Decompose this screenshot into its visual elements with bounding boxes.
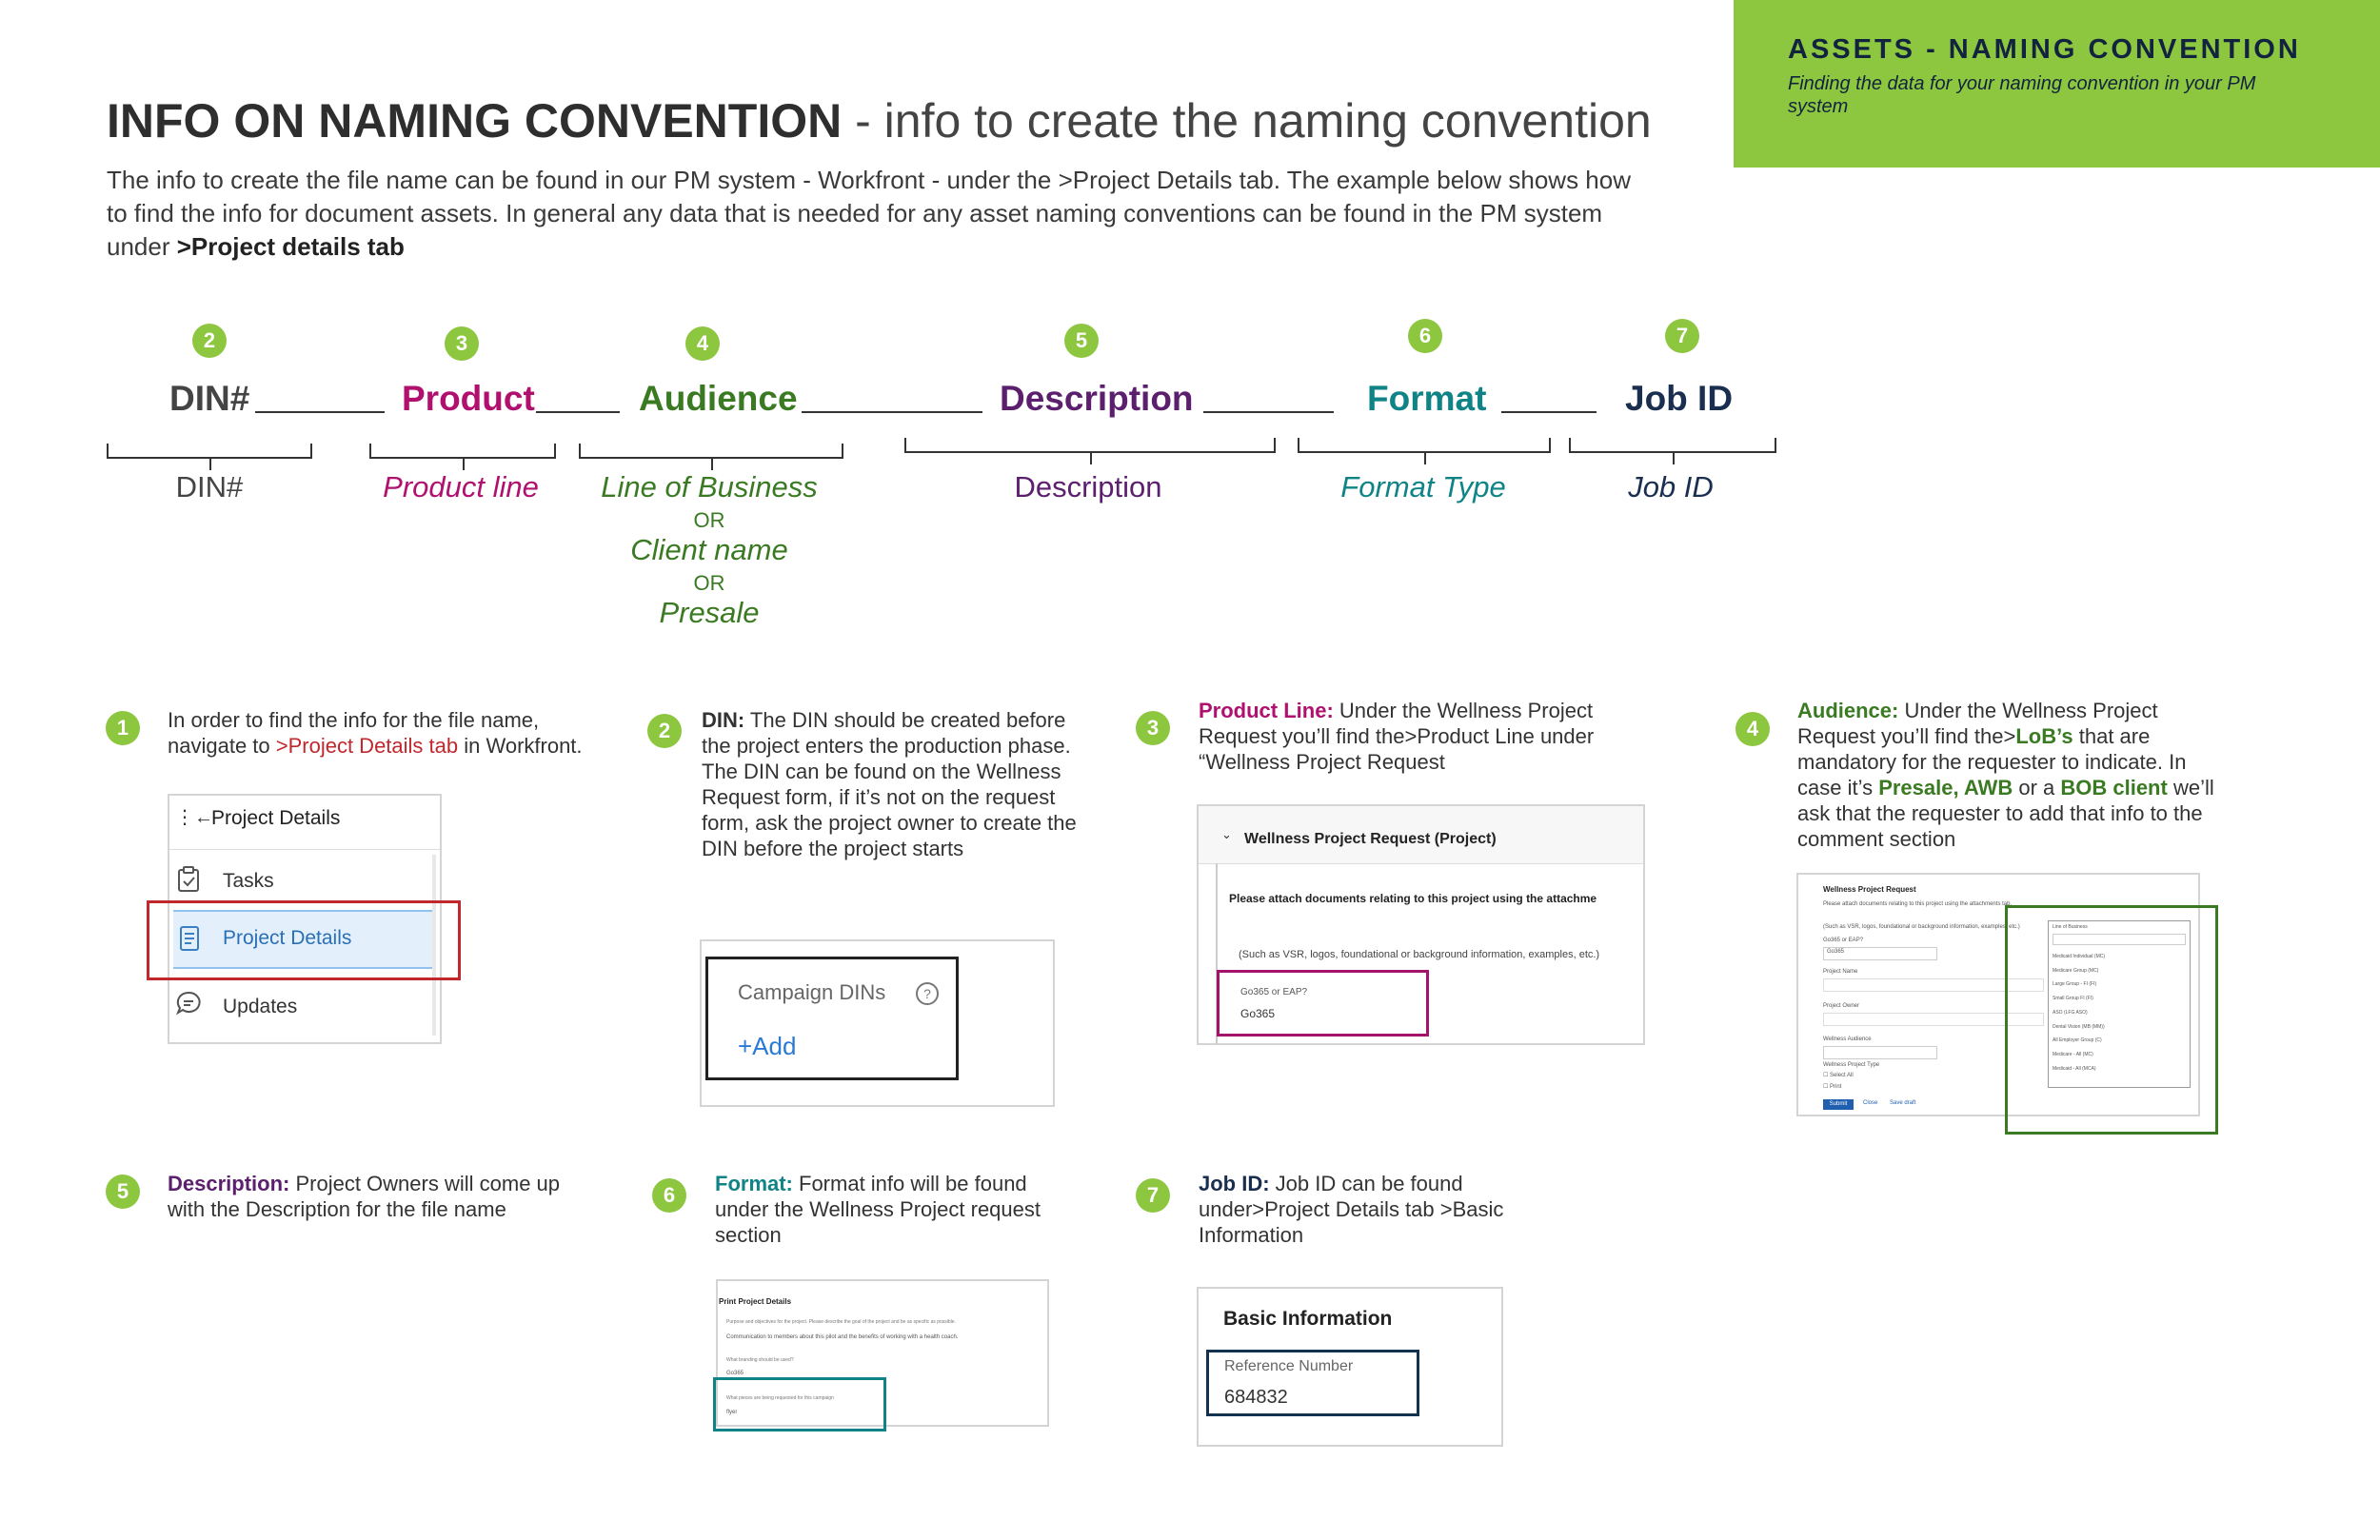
menu-item-updates[interactable]: Updates: [223, 996, 298, 1017]
dropdown-option[interactable]: Medicaid Individual (MC): [2053, 954, 2106, 959]
field-label: Wellness Project Type: [1823, 1062, 1880, 1068]
checkbox-label: Print: [1830, 1084, 1842, 1090]
bracket-jobid: [1569, 438, 1776, 453]
step-4-bold: Audience:: [1797, 699, 1899, 722]
step-1-post: in Workfront.: [458, 734, 583, 758]
tasks-icon: [177, 866, 200, 898]
card-line: flyer: [726, 1410, 738, 1415]
step-4-t2: that are mandatory for the requester to indicate. In case it’s: [1797, 724, 2187, 800]
go365-value: Go365: [1827, 949, 1845, 955]
naming-description: Description: [1000, 379, 1194, 418]
step-number-5: 5: [106, 1175, 140, 1209]
sub-description: Description: [1014, 470, 1162, 503]
field-label: Go365 or EAP?: [1823, 938, 1864, 943]
card-title: Print Project Details: [719, 1297, 792, 1306]
step-number-5: 5: [1064, 324, 1099, 358]
step-number-7: 7: [1665, 319, 1699, 353]
menu-item-tasks[interactable]: Tasks: [223, 870, 274, 892]
checkbox-select-all[interactable]: ☐ Select All: [1823, 1073, 1854, 1078]
reference-number-value: 684832: [1224, 1387, 1288, 1408]
save-draft-button[interactable]: Save draft: [1890, 1100, 1916, 1106]
dropdown-option[interactable]: All Employer Group (C): [2053, 1037, 2102, 1044]
field-label: Wellness Audience: [1823, 1037, 1872, 1042]
step-3-body: Under the Wellness Project Request you’ll find the>Product Line under “Wellness Project Request: [1199, 699, 1595, 774]
section-tag: [1734, 0, 2380, 168]
dropdown-option[interactable]: Medicare Group (MC): [2053, 967, 2099, 974]
form-title: Wellness Project Request: [1823, 885, 1916, 894]
bracket-description: [904, 438, 1276, 453]
separator-line: [802, 411, 982, 413]
field-label: Project Owner: [1823, 1003, 1860, 1009]
card-line: What pieces are being requested for this campaign: [726, 1395, 834, 1401]
step-6-body: Format info will be found under the Wellness Project request section: [715, 1172, 1041, 1247]
sub-client-name: Client name: [630, 533, 788, 566]
collapse-menu-icon[interactable]: ⋮←: [175, 807, 213, 828]
card-line: What branding should be used?: [726, 1357, 794, 1363]
naming-jobid: Job ID: [1625, 379, 1734, 418]
step-5-text: [168, 1171, 567, 1222]
intro-text: The info to create the file name can be found in our PM system - Workfront - under the >Project Details tab. The example below shows how to find the info for document assets. In general any data that is needed for any asset naming conventions can be found in the PM system under: [107, 166, 1632, 261]
bracket-din: [107, 444, 312, 459]
bracket-format: [1298, 438, 1551, 453]
naming-format: Format: [1367, 379, 1487, 418]
card-line: Purpose and objectives for the project. Please describe the goal of the project and be as specific as possible.: [726, 1319, 956, 1325]
step-6-text: [715, 1171, 1077, 1248]
step-2-text: [702, 707, 1082, 861]
separator-line: [1501, 411, 1597, 413]
sub-presale: Presale: [659, 596, 760, 629]
step-number-7: 7: [1136, 1178, 1170, 1213]
naming-audience: Audience: [639, 379, 798, 418]
campaign-dins-card: [700, 939, 1055, 1107]
step-4-t1: Under the Wellness Project Request you’ll find the>: [1797, 699, 2158, 748]
submit-button[interactable]: Submit: [1823, 1099, 1854, 1110]
step-3-text: [1199, 698, 1598, 775]
sub-format-type: Format Type: [1340, 470, 1506, 503]
intro-paragraph: [107, 164, 1649, 264]
step-4-bob: BOB client: [2060, 776, 2168, 800]
separator-line: [1203, 411, 1334, 413]
dropdown-option[interactable]: ASO (LFG ASO): [2053, 1009, 2088, 1016]
step-7-bold: Job ID:: [1199, 1172, 1270, 1195]
step-number-4: 4: [685, 326, 720, 361]
step-5-bold: Description:: [168, 1172, 290, 1195]
dropdown-option[interactable]: Dental Vision (MB (MM)): [2053, 1023, 2105, 1030]
menu-header: Project Details: [211, 807, 341, 829]
step-number-6: 6: [652, 1178, 686, 1213]
highlight-box-format: [713, 1377, 886, 1431]
step-5-body: Project Owners will come up with the Description for the file name: [168, 1172, 561, 1221]
chat-bubble-icon: [175, 990, 202, 1021]
dropdown-option[interactable]: Medicare - All (MC): [2053, 1051, 2093, 1057]
intro-bold: >Project details tab: [176, 232, 405, 261]
sub-product-line: Product line: [383, 470, 539, 503]
highlight-box-product: [1217, 970, 1429, 1037]
step-4-lob: LoB’s: [2015, 724, 2073, 748]
form-examples: (Such as VSR, logos, foundational or background information, examples, etc.): [1823, 924, 2020, 930]
sub-job-id: Job ID: [1628, 470, 1714, 503]
highlight-box-jobid: [1206, 1350, 1419, 1416]
campaign-dins-field: [705, 957, 959, 1080]
step-4-t3: or a: [2013, 776, 2061, 800]
step-4-text: [1797, 698, 2216, 852]
field-label: Project Name: [1823, 969, 1858, 975]
step-number-4: 4: [1735, 712, 1770, 746]
bracket-audience: [579, 444, 843, 459]
reference-number-label: Reference Number: [1224, 1358, 1354, 1374]
chevron-down-icon[interactable]: ⌄: [1221, 827, 1232, 841]
step-7-body: Job ID can be found under>Project Details tab >Basic Information: [1199, 1172, 1504, 1247]
step-number-3: 3: [1136, 711, 1170, 745]
card-title: Basic Information: [1223, 1308, 1393, 1330]
or-label: OR: [693, 508, 725, 532]
naming-product: Product: [402, 379, 535, 418]
bracket-product: [369, 444, 556, 459]
step-6-bold: Format:: [715, 1172, 793, 1195]
step-number-2: 2: [192, 324, 227, 358]
dropdown-option[interactable]: Medicaid - All (MCA): [2053, 1065, 2096, 1072]
highlight-box-audience: [2005, 905, 2218, 1135]
page-title-light: - info to create the naming convention: [842, 94, 1652, 148]
naming-din: DIN#: [169, 379, 250, 418]
dropdown-option[interactable]: Large Group - FI (FI): [2053, 981, 2097, 988]
sub-din: DIN#: [175, 470, 244, 503]
card-line: Go365: [726, 1371, 744, 1376]
step-2-body: The DIN should be created before the project enters the production phase. The DIN can be found on the Wellness Request form, if it’s not on the request form, ask the project owner to create the DIN before the project starts: [702, 708, 1077, 860]
attach-instructions: Please attach documents relating to this project using the attachme: [1229, 892, 1597, 905]
sub-line-of-business: Line of Business: [601, 470, 818, 503]
field-value: Go365: [1240, 1007, 1276, 1020]
card-line: Communication to members about this pilot and the benefits of working with a health coach.: [726, 1334, 959, 1340]
add-din-button[interactable]: +Add: [738, 1032, 797, 1060]
step-number-2: 2: [647, 714, 682, 748]
dropdown-label: Line of Business: [2053, 924, 2088, 930]
form-instructions: Please attach documents relating to this project using the attachments tab.: [1823, 901, 2013, 907]
dropdown-option[interactable]: Small Group FI (FI): [2053, 996, 2093, 1002]
step-7-text: [1199, 1171, 1522, 1248]
step-1-pre: In order to find the info for the file name, navigate to: [168, 708, 540, 758]
audience-select[interactable]: [1823, 1046, 1937, 1059]
section-tag-title: ASSETS - NAMING CONVENTION: [1788, 34, 2301, 65]
separator-line: [255, 411, 385, 413]
step-number-3: 3: [445, 326, 479, 361]
step-number-1: 1: [106, 711, 140, 745]
or-label: OR: [693, 571, 725, 595]
section-title: Wellness Project Request (Project): [1244, 831, 1497, 847]
help-icon[interactable]: ?: [916, 982, 939, 1005]
checkbox-print[interactable]: ☐ Print: [1823, 1084, 1842, 1090]
separator-line: [536, 411, 620, 413]
step-3-bold: Product Line:: [1199, 699, 1334, 722]
field-label: Go365 or EAP?: [1240, 987, 1308, 997]
step-4-presale: Presale, AWB: [1878, 776, 2013, 800]
step-1-text: [168, 707, 586, 759]
step-4-t4: we’ll ask that the requester to add that info to the comment section: [1797, 776, 2214, 851]
campaign-dins-label: Campaign DINs: [738, 980, 886, 1004]
step-1-link: >Project Details tab: [275, 734, 459, 758]
divider: [169, 849, 440, 850]
go365-field[interactable]: [1823, 947, 1937, 960]
attach-examples: (Such as VSR, logos, foundational or background information, examples, etc.): [1239, 949, 1600, 960]
page-title-bold: INFO ON NAMING CONVENTION: [107, 94, 843, 148]
menu-item-label: Project Details: [223, 927, 352, 949]
step-2-bold: DIN:: [702, 708, 745, 732]
page-title: [107, 93, 1652, 148]
checkbox-label: Select All: [1830, 1073, 1854, 1078]
highlight-box-red: [147, 900, 461, 980]
close-button[interactable]: Close: [1863, 1100, 1878, 1106]
step-number-6: 6: [1408, 319, 1442, 353]
section-tag-subtitle: Finding the data for your naming convention in your PM system: [1788, 73, 2256, 117]
